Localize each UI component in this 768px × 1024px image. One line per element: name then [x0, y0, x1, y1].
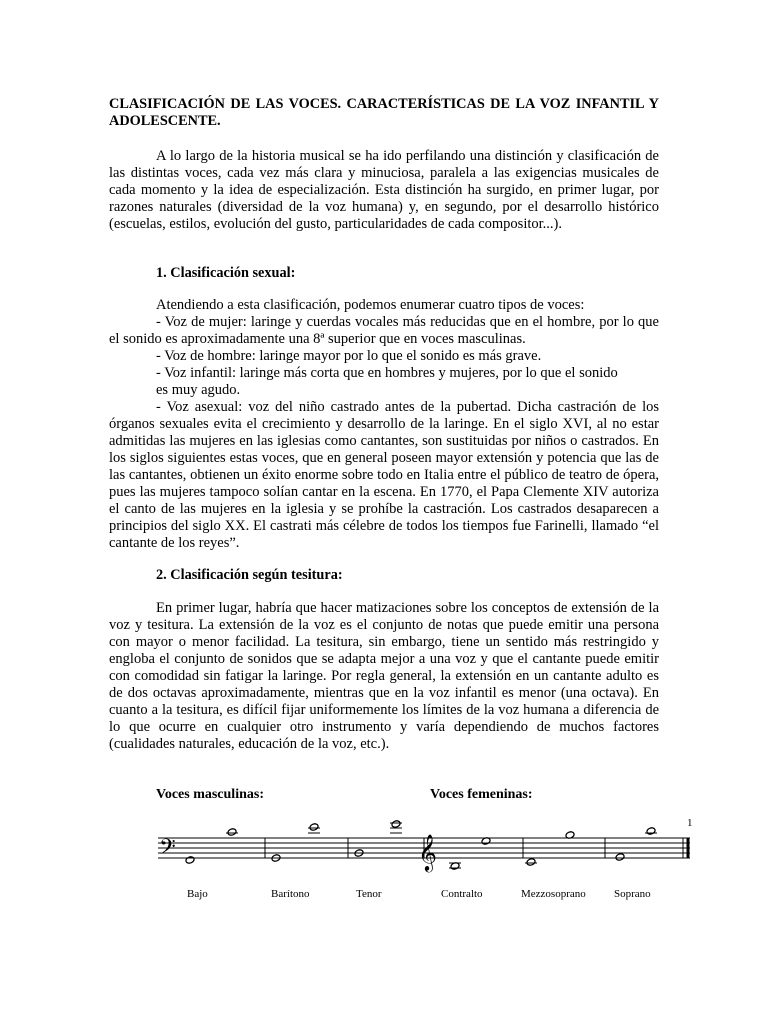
section2-text: En primer lugar, habría que hacer matizaciones sobre los conceptos de extensión de la voz y tesitura. La extensión de la voz es el conjunto de notas que puede emitir una persona con mayor o menor facilidad. La tesitura, sin embargo, tiene un sentido más restringido y engloba el conjunto de sonidos que se adapta mejor a una voz y que el cantante puede emitir con comodidad sin fatigar la laringe. Por regla general, la extensión en un cantante adulto es de dos octavas aproximadamente, mientras que en la voz infantil es menor (una octava). En cuanto a la tesitura, es difícil fijar uniformemente los límites de la voz humana a diferencia de lo que ocurre en cualquier otro instrumento y varía dependiendo de muchos factores (cualidades naturales, educación de la voz, etc.). — [109, 600, 659, 752]
label-tenor: Tenor — [356, 888, 382, 900]
voz-infantil-item: - Voz infantil: laringe más corta que en hombres y mujeres, por lo que el sonido — [156, 365, 618, 381]
label-baritono: Barítono — [271, 888, 310, 900]
section1-heading: 1. Clasificación sexual: — [156, 265, 296, 281]
voz-asexual-item: - Voz asexual: voz del niño castrado antes de la pubertad. Dicha castración de los órganos sexuales evita el crecimiento y desarrollo de la laringe. En el siglo XVI, al no estar admitidas las mujeres en las iglesias como cantantes, son sustituidas por niños o castrados. En los siglos siguientes estas voces, que en general poseen mayor extensión y potencia que las de las cantantes, obtienen un éxito enorme sobre todo en Italia entre el público de teatro de ópera, pues las mujeres tampoco solían cantar en la escena. En 1770, el Papa Clemente XIV autoriza el canto de las mujeres en la iglesia y se prohíbe la castración. Los castrados desaparecen a principios del siglo XX. El castrati más célebre de todos los tiempos fue Farinelli, llamado “el cantante de los reyes”. — [109, 399, 659, 551]
document-title: CLASIFICACIÓN DE LAS VOCES. CARACTERÍSTICAS DE LA VOZ INFANTIL Y ADOLESCENTE. — [109, 96, 659, 129]
bajo-notes — [185, 828, 238, 865]
label-mezzosoprano: Mezzosoprano — [521, 888, 586, 900]
section1-body — [109, 297, 659, 552]
section2-body — [109, 600, 659, 753]
voz-infantil-item-cont: es muy agudo. — [156, 382, 241, 398]
treble-clef-icon: 𝄞 — [418, 833, 437, 871]
intro-paragraph — [109, 148, 659, 233]
section2-heading: 2. Clasificación según tesitura: — [156, 567, 343, 583]
vocal-ranges-staff — [150, 812, 710, 882]
page-number: 1 — [687, 817, 693, 829]
label-contralto: Contralto — [441, 888, 483, 900]
voz-mujer-item: - Voz de mujer: laringe y cuerdas vocales más reducidas que en el hombre, por lo que el sonido es aproximadamente una 8ª superior que en voces masculinas. — [109, 314, 659, 347]
section1-lead: Atendiendo a esta clasificación, podemos enumerar cuatro tipos de voces: — [156, 297, 585, 313]
bass-clef-icon: 𝄢 — [159, 835, 176, 865]
label-soprano: Soprano — [614, 888, 651, 900]
voz-hombre-item: - Voz de hombre: laringe mayor por lo que el sonido es más grave. — [156, 348, 542, 364]
label-bajo: Bajo — [187, 888, 208, 900]
intro-text: A lo largo de la historia musical se ha ido perfilando una distinción y clasificación de las distintas voces, cada vez más clara y minuciosa, paralela a las exigencias musicales de cada momento y la idea de especialización. Esta distinción ha surgido, en primer lugar, por razones naturales (diversidad de la voz humana) y, en segundo, por el desarrollo histórico (escuelas, estilos, evolución del gusto, particularidades de cada compositor...). — [109, 148, 659, 232]
voces-femeninas-label: Voces femeninas: — [430, 787, 533, 802]
voces-masculinas-label: Voces masculinas: — [156, 787, 264, 802]
soprano-notes — [615, 827, 657, 862]
